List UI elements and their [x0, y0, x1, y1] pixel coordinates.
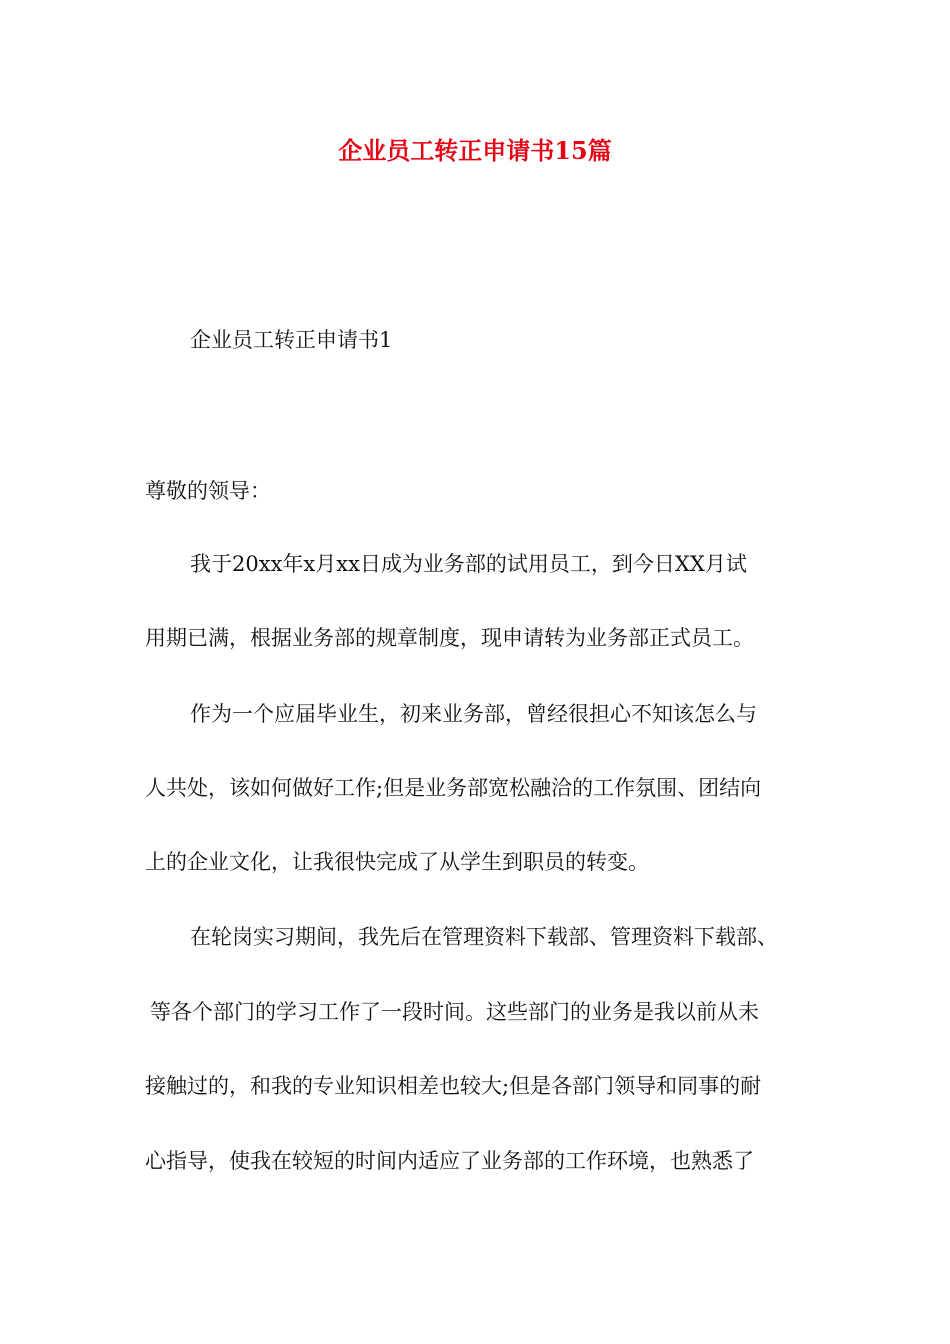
paragraph-line: 我于20xx年x月xx日成为业务部的试用员工，到今日XX月试 [190, 552, 747, 576]
document-title: 企业员工转正申请书15篇 [338, 136, 612, 165]
paragraph-line: 在轮岗实习期间，我先后在管理资料下载部、管理资料下载部、 [190, 925, 778, 949]
paragraph-line: 心指导，使我在较短的时间内适应了业务部的工作环境，也熟悉了 [145, 1149, 754, 1173]
paragraph-line: 上的企业文化，让我很快完成了从学生到职员的转变。 [145, 850, 649, 874]
paragraph-line: 用期已满，根据业务部的规章制度，现申请转为业务部正式员工。 [145, 626, 754, 650]
paragraph-line: 接触过的，和我的专业知识相差也较大;但是各部门领导和同事的耐 [145, 1074, 762, 1098]
paragraph-line: 作为一个应届毕业生，初来业务部，曾经很担心不知该怎么与 [190, 702, 757, 726]
salutation: 尊敬的领导： [145, 479, 271, 503]
paragraph-line: 等各个部门的学习工作了一段时间。这些部门的业务是我以前从未 [150, 1000, 759, 1024]
paragraph-line: 人共处，该如何做好工作;但是业务部宽松融洽的工作氛围、团结向 [145, 776, 762, 800]
section-heading: 企业员工转正申请书1 [190, 328, 393, 352]
